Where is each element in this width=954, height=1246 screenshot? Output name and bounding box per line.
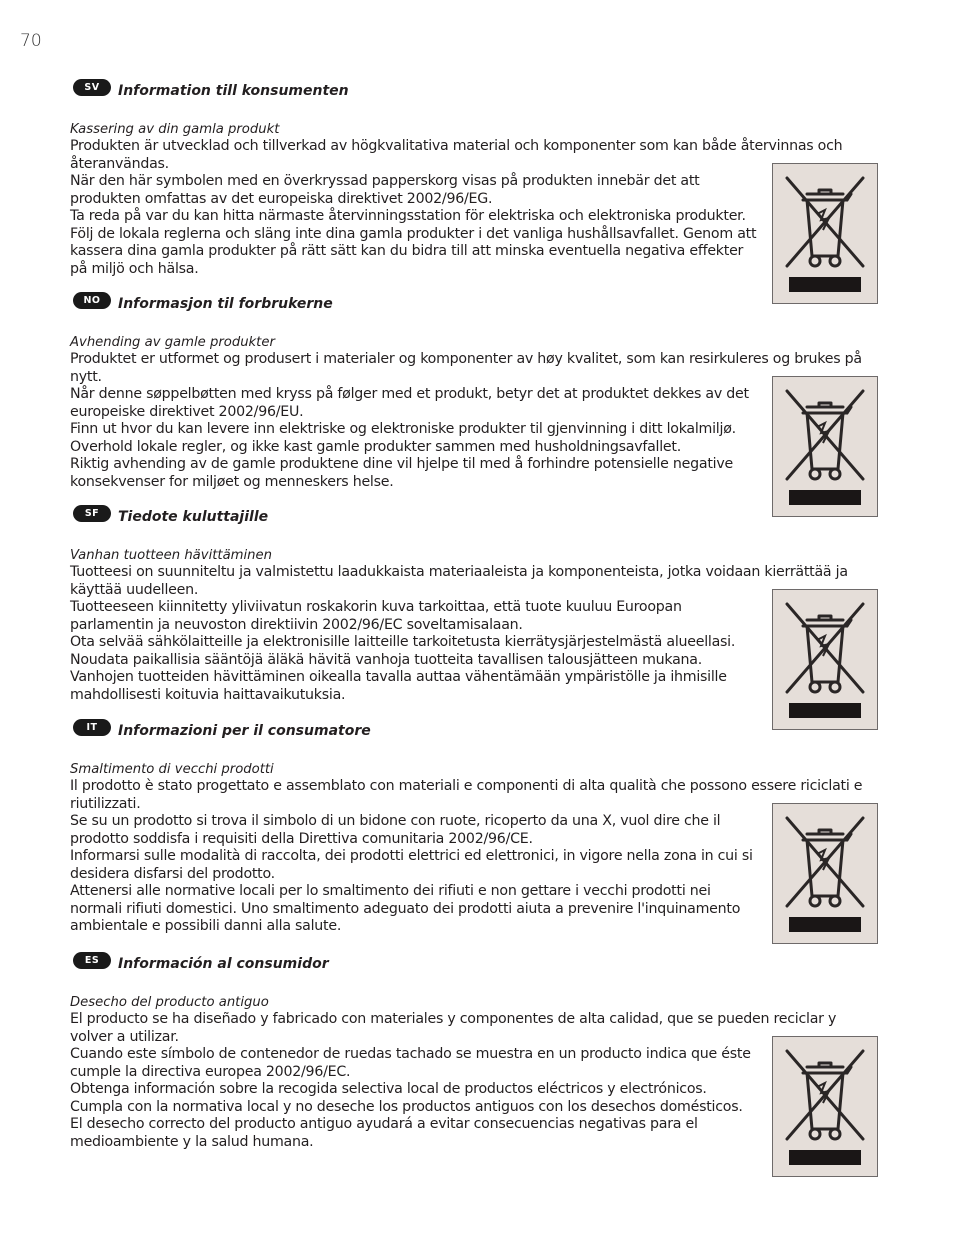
body-line: Vanhojen tuotteiden hävittäminen oikealla tavalla auttaa vähentämään ympäristölle ja ihmisille mahdollisesti koituvia haittavaikutuksia. bbox=[70, 669, 727, 703]
section-title: Informasjon til forbrukerne bbox=[118, 296, 333, 312]
body-line: Se su un prodotto si trova il simbolo di un bidone con ruote, ricoperto da una X, vuol dire che il prodotto soddisfa i requisiti della Direttiva comunitaria 2002/96/CE. bbox=[70, 813, 721, 847]
section-title: Informazioni per il consumatore bbox=[118, 723, 371, 739]
body-text bbox=[70, 1046, 760, 1151]
page-number: 70 bbox=[20, 31, 42, 51]
section-subtitle: Desecho del producto antiguo bbox=[70, 995, 269, 1010]
section-it bbox=[70, 724, 880, 936]
crossed-out-wheelie-bin-icon bbox=[772, 1036, 878, 1177]
section-no bbox=[70, 297, 880, 491]
body-line: Informarsi sulle modalità di raccolta, dei prodotti elettrici ed elettronici, in vigore nella zona in cui si desidera disfarsi del prodotto. bbox=[70, 848, 753, 882]
section-subtitle: Avhending av gamle produkter bbox=[70, 335, 275, 350]
language-badge: SV bbox=[73, 79, 111, 96]
intro-paragraph: Tuotteesi on suunniteltu ja valmistettu laadukkaista materiaaleista ja komponenteista, jotka voidaan kierrättää ja käyttää uudelleen. bbox=[70, 564, 848, 598]
section-header bbox=[70, 297, 880, 321]
section-header bbox=[70, 957, 880, 981]
intro-paragraph: Il prodotto è stato progettato e assemblato con materiali e componenti di alta qualità che possono essere riciclati e riutilizzati. bbox=[70, 778, 863, 812]
section-title: Information till konsumenten bbox=[118, 83, 349, 99]
intro-paragraph: El producto se ha diseñado y fabricado con materiales y componentes de alta calidad, que se pueden reciclar y volver a utilizar. bbox=[70, 1011, 837, 1045]
body-line: Ta reda på var du kan hitta närmaste återvinningsstation för elektriska och elektroniska produkter. bbox=[70, 208, 746, 224]
language-badge: IT bbox=[73, 719, 111, 736]
body-line: Attenersi alle normative locali per lo smaltimento dei rifiuti e non gettare i vecchi prodotti nei normali rifiuti domestici. Uno smaltimento adeguato dei prodotti aiuta a prevenire l'inquinamento ambientale e possibili danni alla salute. bbox=[70, 883, 741, 934]
body-line: Cumpla con la normativa local y no deseche los productos antiguos con los desechos domésticos. bbox=[70, 1098, 743, 1115]
body-line: El desecho correcto del producto antiguo ayudará a evitar consecuencias negativas para el medioambiente y la salud humana. bbox=[70, 1116, 698, 1150]
section-es bbox=[70, 957, 880, 1151]
language-badge: SF bbox=[73, 505, 111, 522]
crossed-out-wheelie-bin-icon bbox=[772, 803, 878, 944]
intro-paragraph: Produktet er utformet og produsert i materialer og komponenter av høy kvalitet, som kan resirkuleres og brukes på nytt. bbox=[70, 351, 862, 385]
body-line: När den här symbolen med en överkryssad papperskorg visas på produkten innebär det att produkten omfattas av det europeiska direktivet 2002/96/EG. bbox=[70, 173, 700, 207]
language-badge: NO bbox=[73, 292, 111, 309]
section-header bbox=[70, 510, 880, 534]
body-text bbox=[70, 386, 760, 491]
body-line: Tuotteeseen kiinnitetty yliviivatun roskakorin kuva tarkoittaa, että tuote kuuluu Euroopan parlamentin ja neuvoston direktiivin 2002/96/EC soveltamisalaan. bbox=[70, 599, 682, 633]
body-text bbox=[70, 813, 760, 936]
section-title: Información al consumidor bbox=[118, 956, 329, 972]
crossed-out-wheelie-bin-icon bbox=[772, 163, 878, 304]
language-badge: ES bbox=[73, 952, 111, 969]
crossed-out-wheelie-bin-icon bbox=[772, 589, 878, 730]
body-line: Obtenga información sobre la recogida selectiva local de productos eléctricos y electrónicos. bbox=[70, 1081, 707, 1097]
body-line: Riktig avhending av de gamle produktene dine vil hjelpe til med å forhindre potensielle negative konsekvenser for miljøet og menneskers helse. bbox=[70, 456, 733, 490]
body-line: Följ de lokala reglerna och släng inte dina gamla produkter i det vanliga hushållsavfallet. Genom att kassera dina gamla produkter på rätt sätt kan du bidra till att minska eventuella negativa effekter på miljö och hälsa. bbox=[70, 225, 757, 277]
section-title: Tiedote kuluttajille bbox=[118, 509, 269, 525]
section-sf bbox=[70, 510, 880, 704]
body-text bbox=[70, 599, 760, 704]
section-sv bbox=[70, 84, 880, 278]
body-line: Noudata paikallisia sääntöjä äläkä hävitä vanhoja tuotteita tavallisen talousjätteen mukana. bbox=[70, 651, 703, 668]
body-line: Cuando este símbolo de contenedor de ruedas tachado se muestra en un producto indica que éste cumple la directiva europea 2002/96/EC. bbox=[70, 1046, 751, 1080]
body-line: Ota selvää sähkölaitteille ja elektronisille laitteille tarkoitetusta kierrätysjärjestelmästä alueellasi. bbox=[70, 634, 736, 650]
section-subtitle: Vanhan tuotteen hävittäminen bbox=[70, 548, 272, 563]
body-line: Overhold lokale regler, og ikke kast gamle produkter sammen med husholdningsavfallet. bbox=[70, 438, 681, 455]
crossed-out-wheelie-bin-icon bbox=[772, 376, 878, 517]
section-subtitle: Smaltimento di vecchi prodotti bbox=[70, 762, 274, 777]
body-line: Når denne søppelbøtten med kryss på følger med et produkt, betyr det at produktet dekkes av det europeiske direktivet 2002/96/EU. bbox=[70, 386, 749, 420]
body-line: Finn ut hvor du kan levere inn elektriske og elektroniske produkter til gjenvinning i ditt lokalmiljø. bbox=[70, 421, 736, 437]
section-subtitle: Kassering av din gamla produkt bbox=[70, 122, 280, 137]
intro-paragraph: Produkten är utvecklad och tillverkad av högkvalitativa material och komponenter som kan både återvinnas och återanvändas. bbox=[70, 138, 843, 172]
section-header bbox=[70, 84, 880, 108]
body-text bbox=[70, 173, 760, 278]
section-header bbox=[70, 724, 880, 748]
